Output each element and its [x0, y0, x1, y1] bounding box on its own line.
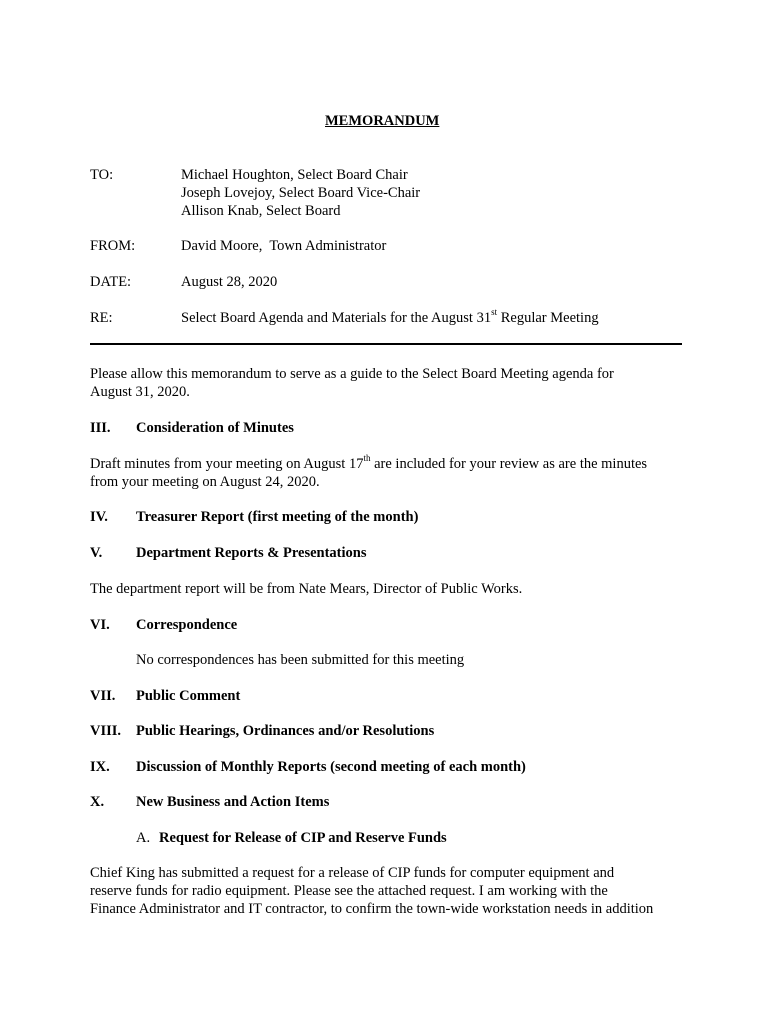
section-heading: Treasurer Report (first meeting of the month): [136, 509, 419, 525]
body-superscript: th: [363, 453, 371, 464]
section-body: The department report will be from Nate Mears, Director of Public Works.: [90, 581, 523, 597]
section-heading: Public Hearings, Ordinances and/or Resolutions: [136, 723, 435, 739]
date-value: August 28, 2020: [181, 274, 278, 290]
section-heading: Discussion of Monthly Reports (second meeting of each month): [136, 759, 526, 775]
re-label: RE:: [90, 310, 113, 326]
section-number: VIII.: [90, 723, 122, 739]
section-body: [90, 455, 647, 473]
intro-line: Please allow this memorandum to serve as a guide to the Select Board Meeting agenda for: [90, 366, 614, 382]
section-number: IX.: [90, 759, 110, 775]
memo-title: MEMORANDUM: [325, 113, 440, 129]
section-number: IV.: [90, 509, 108, 525]
subsection-heading: Request for Release of CIP and Reserve Funds: [159, 830, 447, 846]
re-text: Select Board Agenda and Materials for the August 31: [181, 310, 492, 326]
to-recipient: Allison Knab, Select Board: [181, 203, 341, 219]
from-label: FROM:: [90, 238, 136, 254]
re-superscript: st: [491, 307, 498, 318]
section-body: No correspondences has been submitted for this meeting: [136, 652, 465, 668]
from-value: David Moore, Town Administrator: [181, 238, 387, 254]
section-body: from your meeting on August 24, 2020.: [90, 474, 320, 490]
re-value: [181, 309, 599, 327]
subsection-label: A.: [136, 830, 151, 846]
section-body: Chief King has submitted a request for a release of CIP funds for computer equipment and: [90, 865, 615, 881]
date-label: DATE:: [90, 274, 132, 290]
section-heading: Correspondence: [136, 617, 238, 633]
to-recipient: Joseph Lovejoy, Select Board Vice-Chair: [181, 185, 421, 201]
section-number: X.: [90, 794, 105, 810]
body-text: Draft minutes from your meeting on August 17: [90, 456, 364, 472]
section-number: VI.: [90, 617, 110, 633]
intro-line: August 31, 2020.: [90, 384, 190, 400]
body-text-end: are included for your review as are the minutes: [370, 456, 648, 472]
to-label: TO:: [90, 167, 114, 183]
header-divider: [90, 343, 682, 345]
section-heading: Consideration of Minutes: [136, 420, 294, 436]
section-body: Finance Administrator and IT contractor, to confirm the town-wide workstation needs in addition: [90, 901, 654, 917]
section-number: V.: [90, 545, 103, 561]
section-number: III.: [90, 420, 111, 436]
to-recipient: Michael Houghton, Select Board Chair: [181, 167, 408, 183]
section-heading: Department Reports & Presentations: [136, 545, 367, 561]
section-body: reserve funds for radio equipment. Please see the attached request. I am working with the: [90, 883, 608, 899]
section-heading: New Business and Action Items: [136, 794, 330, 810]
section-number: VII.: [90, 688, 116, 704]
re-text-end: Regular Meeting: [497, 310, 599, 326]
section-heading: Public Comment: [136, 688, 241, 704]
